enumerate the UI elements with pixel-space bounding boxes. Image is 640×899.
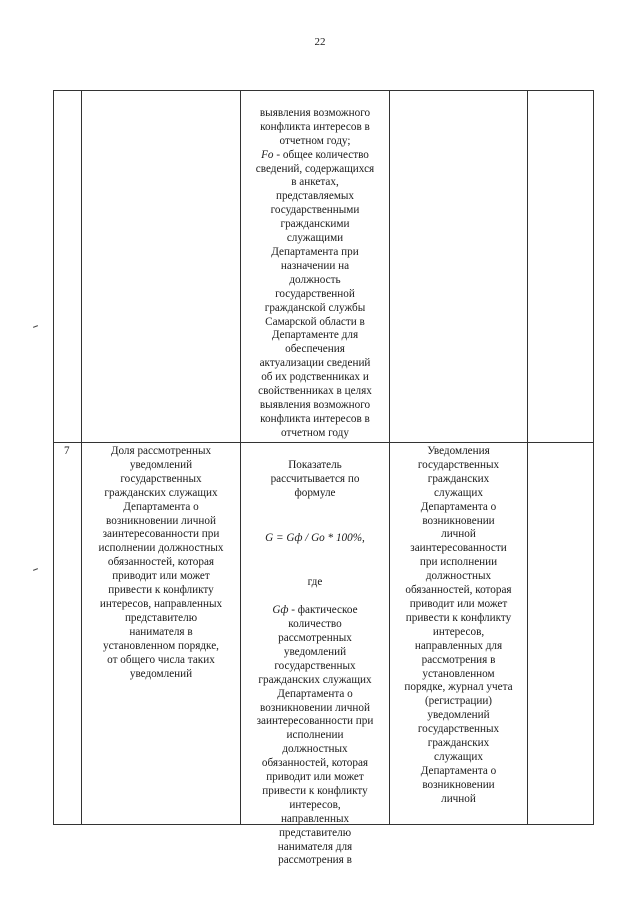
row-7-number: 7 xyxy=(64,445,70,457)
column-divider xyxy=(527,90,528,825)
table-row-continuation-formula xyxy=(241,93,389,441)
binding-mark-top xyxy=(33,325,38,328)
gf-symbol: Gф xyxy=(272,604,289,617)
row-7-indicator-name: Доля рассмотренных уведомлений государственных гражданских служащих Департамента о возникновении личной заинтересованности при исполнении должностных обязанностей, которая приводит или может привести к конфликту интересов, направленных представителю нанимателя в установленном порядке, от общего числа таких уведомлений xyxy=(98,445,224,680)
page-number: 22 xyxy=(314,36,326,48)
gf-definition xyxy=(241,604,389,868)
formula-text: G = Gф / Go * 100%, xyxy=(265,531,365,544)
row-divider xyxy=(53,442,594,443)
formula-prev-text-1: выявления возможного конфликта интересов в отчетном году; xyxy=(259,106,371,147)
formula-where: где xyxy=(307,576,323,589)
row-7-data-source: Уведомления государственных гражданских служащих Департамента о возникновении личной заинтересованности при исполнении должностных обязанностей, которая приводит или может привести к конфликту интересов, направленных для рассмотрения в установленном порядке, журнал учета (регистрации) уведомлений государственных гражданских служащих Департамента о возникновении личной xyxy=(404,445,513,805)
binding-mark-bottom xyxy=(33,568,38,571)
fo-definition: - общее количество сведений, содержащихся в анкетах, представляемых государственными гражданскими служащими Департамента при назначении на должность государственной гражданской службы Самарской области в Департаменте для обеспечения актуализации сведений об их родственниках и свойственниках в целях выявления возможного конфликта интересов в отчетном году xyxy=(255,148,375,439)
formula-intro: Показатель рассчитывается по формуле xyxy=(270,458,360,499)
gf-text: - фактическое количество рассмотренных уведомлений государственных гражданских служащих Департамента о возникновении личной заинтересованности при исполнении должностных обязанностей, которая приводит или может привести к конфликту интересов, направленных представителю нанимателя для рассмотрения в xyxy=(256,604,374,867)
row-7-formula-cell xyxy=(241,445,389,867)
fo-symbol: Fo xyxy=(261,148,274,161)
formula-expression xyxy=(241,532,389,546)
